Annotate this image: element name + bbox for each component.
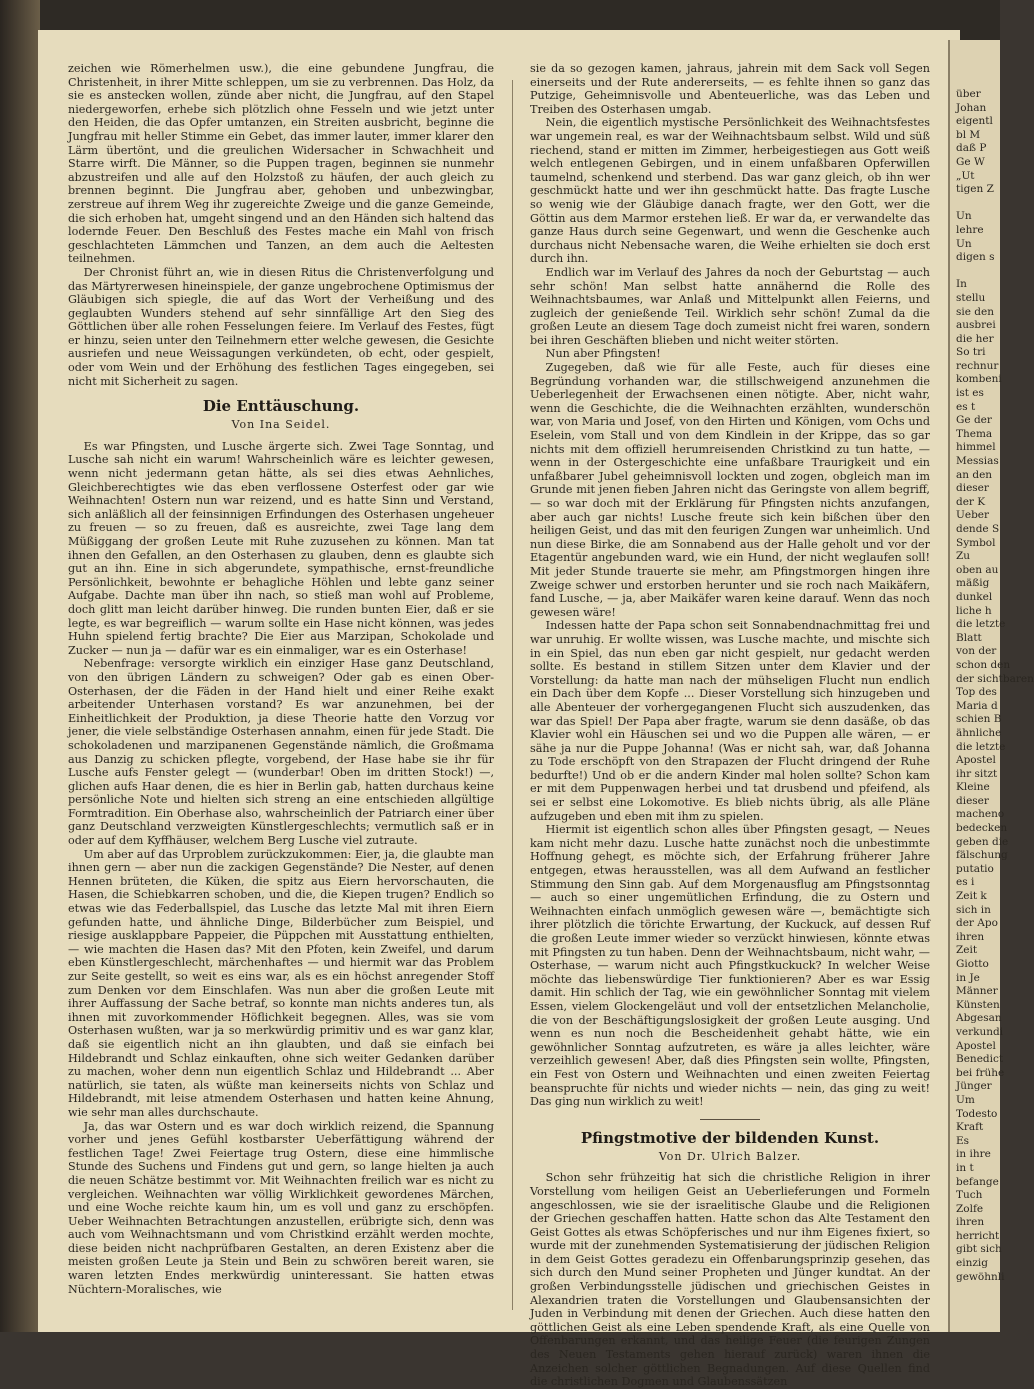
facing-page-line: geben die [956, 835, 1009, 848]
facing-page-line: ihr sitzt [956, 767, 998, 780]
facing-page-line: macheno [956, 808, 1005, 821]
facing-page-line: sich in [956, 903, 991, 916]
facing-page-line: Jünger [956, 1080, 992, 1093]
facing-page-line: himmel [956, 441, 996, 454]
facing-page-line: Ueber [956, 509, 990, 522]
facing-page-line: Tuch [956, 1189, 983, 1202]
facing-page-line: es i [956, 876, 975, 889]
facing-page-line: Zeit [956, 944, 978, 957]
facing-page-line: rechnur [956, 359, 999, 372]
facing-page-line: Un [956, 210, 972, 223]
facing-page-line: Benedict [956, 1053, 1004, 1066]
facing-page-line: befange [956, 1175, 999, 1188]
facing-page-line: Es [956, 1134, 970, 1147]
facing-page-line [950, 197, 1000, 211]
facing-page-line: gibt sich [956, 1243, 1002, 1256]
facing-page-line: putatio [956, 862, 994, 875]
article1-paragraph: Um aber auf das Urproblem zurückzukommen: Eier, ja, die glaubte man ihnen gern — aber nun die zackigen Gegenstände? Die Nester, auf denen Hennen brüteten, die Küken, die spitz aus Eiern hervorschauten, die Hasen, die Schiebkarren schoben, und die, die Kiepen trugen? Endlich so etwas wie das Federballspiel, das Lusche das letzte Mal mit ihren Eiern gefunden hatte, und ähnliche Dinge, Bilderbücher zum Beispiel, und riesige ausklappbare Pappeier, die Püppchen mit Ausstattung enthielten, — wie machten die Hasen das? Mit den Pfoten, kein Zweifel, und darum eben Künstlergeschlecht, märchenhaftes — und hiermit war das Problem zur Seite gestellt, so weit es eins war, als es ein höchst anregender Stoff zum Denken vor dem Einschlafen. Was nun aber die großen Leute mit ihrer Auffassung der Sache betraf, so konnte man nichts anderes tun, als ihnen mit zuvorkommender Höflichkeit begegnen. Alles, was sie vom Osterhasen wußten, war ja so merkwürdig primitiv und es war ganz klar, daß sie eigentlich nicht an ihn glaubten, und daß sie einfach bei Hildebrandt und Schlaz einkauften, ohne sich weiter Gedanken darüber zu machen, woher denn nun eigentlich Schlaz und Hildebrandt ... Aber natürlich, sie taten, als wüßte man keinerseits nichts von Schlaz und Hildebrandt, mit leise atmendem Osterhasen und hatten keine Ahnung, wie sehr man alles durchschaute. [68, 847, 494, 1119]
facing-page-line: Kleine [956, 781, 990, 794]
mid-paragraph: Endlich war im Verlauf des Jahres da noch der Geburtstag — auch sehr schön! Man selbst hatte annähernd die Rolle des Weihnachtsbaumes, war Anlaß und Mittelpunkt allen Feierns, und zugleich der genießende Teil. Wirklich sehr schön! Zumal da die großen Leute an diesem Tage doch zumeist nicht frei waren, sondern bei ihren Geschäften blieben und nicht weiter störten. [530, 265, 930, 347]
book-spine [0, 0, 40, 1332]
facing-page-line: bedecken [956, 822, 1008, 835]
facing-page-line: schien B [956, 713, 1002, 726]
facing-page-line: ist es [956, 387, 984, 400]
facing-page-line: „Ut [956, 169, 975, 182]
facing-page-line: Un [956, 237, 972, 250]
facing-page-line: dieser [956, 794, 989, 807]
mid-paragraph: Hiermit ist eigentlich schon alles über Pfingsten gesagt, — Neues kam nicht mehr dazu. Lusche hatte zunächst noch die unbestimmte Hoffnung gehegt, es möchte sich, der Erfahrung früherer Jahre entgegen, etwas herausstellen, was all dem Aufwand an festlicher Stimmung den Sinn gab. Auf dem Morgenausflug am Pfingstsonntag — auch so einer ungemütlichen Erfindung, die zu Ostern und Weihnachten einfach unmöglich gewesen wäre —, bemächtigte sich ihrer plötzlich die törichte Erwartung, der Kuckuck, auf dessen Ruf die großen Leute immer wieder so verzückt hinwiesen, könnte etwas mit Pfingsten zu tun haben. Denn der Weihnachtsbaum, nicht wahr, — Osterhase, — warum nicht auch Pfingstkuckuck? In welcher Weise möchte das liebenswürdige Tier funktionieren? Aber es war Essig damit. Hin schlich der Tag, wie ein gewöhnlicher Sonntag mit vielem Essen, vielem Glockengeläut und voll der entsetzlichen Melancholie, die von der Beschäftigungslosigkeit der großen Leute ausging. Und wenn es nun noch die Bescheidenheit gehabt hätte, wie ein gewöhnlicher Sonntag aufzutreten, es wäre ja alles leichter, wäre verzeihlich gewesen! Aber, daß dies Pfingsten sein wollte, Pfingsten, ein Fest von Ostern und Weihnachten und einen zweiten Feiertag beanspruchte für nichts und wieder nichts — nein, das ging zu weit! Das ging nun wirklich zu weit! [530, 823, 930, 1109]
facing-page-line: stellu [956, 291, 986, 304]
article1-paragraph: Ja, das war Ostern und es war doch wirklich reizend, die Spannung vorher und jenes Gefühl kostbarster Ueberfättigung während der festlichen Tage! Zwei Feiertage trug Ostern, diese eine himmlische Stunde des Suchens und Findens gut und gern, so lange hielten ja auch die neuen Schätze bestimmt vor. Mit Weihnachten freilich war es nicht zu vergleichen. Weihnachten war völlig Wirklichkeit gewordenes Märchen, und eine Woche reichte kaum hin, um es voll und ganz zu erschöpfen. Ueber Weihnachten Betrachtungen anzustellen, erübrigte sich, denn was auch vom Weihnachtsmann und vom Christkind erzählt werden mochte, diese beiden nicht nachprüfbaren Gestalten, an deren Existenz aber die meisten großen Leute ja Stein und Bein zu schwören bereit waren, sie waren letzten Endes merkwürdig uninteressant. Sie hatten etwas Nüchtern-Moralisches, wie [68, 1119, 494, 1296]
facing-page-text [950, 88, 1034, 1284]
facing-page-line: kombeni [956, 373, 1002, 386]
mid-paragraph: Zugegeben, daß wie für alle Feste, auch für dieses eine Begründung vorhanden war, die stillschweigend anzunehmen die Ueberlegenheit der Erwachsenen einen nötigte. Aber, nicht wahr, wenn die Geschichte, die die Weihnachten erzählten, wunderschön war, von Maria und Josef, von den Hirten und Königen, vom Ochs und Eselein, vom Stall und von dem Kindlein in der Krippe, das so gar nichts mit dem offiziell herumreisenden Christkind zu tun hatte, — wenn in der Ostergeschichte eine unfaßbare Traurigkeit und ein unfaßbarer Jubel geheimnisvoll lockten und zogen, obgleich man im Grunde mit jenen fieben Jahren nicht das Geringste von allem begriff, — so war doch mit der Erklärung für Pfingsten nichts anzufangen, aber auch gar nichts! Lusche freute sich kein bißchen über den heiligen Geist, und das mit den feurigen Zungen war unheimlich. Und nun diese Birke, die am Sonnabend aus der Halle geholt und vor der Etagentür angebunden ward, wie ein Hund, der nicht weglaufen soll! Mit jeder Stunde trauerte sie mehr, am Pfingstmorgen hingen ihre Zweige schwer und erstorben herunter und sie roch nach Maikäfern, fand Lusche, — ja, aber Maikäfer waren keine darauf. Wenn das noch gewesen wäre! [530, 361, 930, 619]
facing-page-line: es t [956, 400, 976, 413]
facing-page-line: herricht [956, 1229, 1000, 1242]
facing-page-line: Apostel [956, 1039, 996, 1052]
facing-page-line: in Je [956, 971, 980, 984]
facing-page-line: Maria d [956, 699, 998, 712]
facing-page-line: daß P [956, 142, 987, 155]
facing-page-line: verkundi [956, 1025, 1004, 1038]
facing-page-line: Symbol [956, 536, 996, 549]
article-byline-seidel: Von Ina Seidel. [231, 418, 331, 432]
facing-page-line: In [956, 278, 967, 291]
facing-page-line: ähnliche [956, 726, 1002, 739]
mid-paragraph: sie da so gezogen kamen, jahraus, jahrein mit dem Sack voll Segen einerseits und der Rute andererseits, — es fehlte ihnen so ganz das Putzige, Geheimnisvolle und Abenteuerliche, was das Leben und Treiben des Osterhasen umgab. [530, 62, 930, 116]
intro-paragraph-2: Der Chronist führt an, wie in diesen Ritus die Christenverfolgung und das Märtyrerwesen hineinspiele, der ganze ungebrochene Optimismus der Gläubigen sich spiegle, die auf das Wort der Verheißung und des geglaubten Wunders stehend auf sehr sinnfällige Art den Sieg des Göttlichen über alle rohen Fesselungen feiere. Im Verlauf des Festes, fügt er hinzu, seien unter den Teilnehmern etter welche gewesen, die Gesichte ausriefen und neue Weissagungen verkündeten, ob echt, oder gespielt, oder vom Wein und der Erhöhung des festlichen Tages eingegeben, sei nicht mit Sicherheit zu sagen. [68, 265, 494, 388]
facing-page-line: die letzte [956, 618, 1006, 631]
facing-page-line: fälschung [956, 849, 1008, 862]
facing-page-line: Thema [956, 427, 993, 440]
facing-page-line: in ihre [956, 1148, 991, 1161]
article1-paragraph: Nebenfrage: versorgte wirklich ein einziger Hase ganz Deutschland, von den übrigen Ländern zu schweigen? Oder gab es einen Ober-Osterhasen, der die Fäden in der Hand hielt und einer Reihe exakt arbeitender Unterhasen vorstand? Es war anzunehmen, bei der Einheitlichkeit der Produktion, ja diese Theorie hatte den Vorzug vor jener, die viele selbständige Osterhasen annahm, einen für jede Stadt. Die schokoladenen und marzipanenen Gegenstände nämlich, die Großmama aus Danzig zu schicken pflegte, vorgebend, der Hase habe sie ihr für Lusche aufs Fenster gelegt — (wunderbar! Oben im dritten Stock!) —, glichen aufs Haar denen, die es hier in Berlin gab, hatten durchaus keine persönliche Note und hielten sich streng an eine entschieden allgültige Formtradition. Ein Oberhase also, wahrscheinlich der Patriarch einer über ganz Deutschland verzweigten Künstlergeschlechts; vermutlich saß er in oder auf dem Kyffhäuser, welchem Berg Lusche viel zutraute. [68, 657, 494, 848]
facing-page-line: Kraft [956, 1121, 984, 1134]
facing-page-line: Messias [956, 455, 999, 468]
facing-page-edge [948, 40, 1034, 1332]
facing-page-line: digen s [956, 251, 995, 264]
article-title-pfingstmotive: Pfingstmotive der bildenden Kunst. [580, 1128, 880, 1147]
facing-page-line: in t [956, 1161, 974, 1174]
column-divider [512, 80, 513, 1310]
facing-page-line: Blatt [956, 631, 982, 644]
facing-page-line [950, 265, 1000, 279]
facing-page-line: schon den [956, 658, 1011, 671]
facing-page-line: liche h [956, 604, 992, 617]
facing-page-line: bl M [956, 128, 981, 141]
facing-page-line: Zolfe [956, 1202, 984, 1215]
facing-page-line: über [956, 88, 981, 100]
facing-page-line: von der [956, 645, 997, 658]
facing-page-line: Um [956, 1093, 975, 1106]
facing-page-line: lehre [956, 223, 984, 236]
facing-page-line: mäßig [956, 577, 990, 590]
facing-page-line: dende S [956, 523, 1000, 535]
facing-page-line: einzig [956, 1257, 988, 1270]
facing-page-line: eigentl [956, 115, 993, 128]
facing-page-line: Top des [956, 686, 997, 699]
facing-page-line: Zu [956, 550, 971, 563]
article-byline-balzer: Von Dr. Ulrich Balzer. [658, 1149, 802, 1163]
facing-page-line: der Apo [956, 917, 998, 930]
facing-page-line: So tri [956, 346, 986, 359]
facing-page-line: die her [956, 332, 994, 345]
facing-page-line: dieser [956, 482, 989, 495]
facing-page-line: gewöhnli [956, 1270, 1005, 1283]
facing-page-line: Giotto [956, 958, 989, 970]
facing-page-line: an den [956, 468, 993, 481]
article-separator [700, 1119, 760, 1120]
mid-paragraph: Nein, die eigentlich mystische Persönlichkeit des Weihnachtsfestes war ungemein real, es war der Weihnachtsbaum selbst. Wild und süß riechend, stand er mitten im Zimmer, herbeigestiegen aus Gott weiß welch entlegenen Gebirgen, und in einem unfaßbaren Opferwillen taumelnd, schenkend und sterbend. Das war ganz gleich, ob ihn wer geschmückt hatte und wer ihn geschmückt hatte. Das fragte Lusche so wenig wie der Gläubige danach fragte, wer den Gott, wer die Göttin aus dem Marmor erstehen ließ. Er war da, er verwandelte das ganze Haus durch seine Gegenwart, und wenn die Geschenke auch durchaus nicht Nebensache waren, die Weihe erhielten sie doch erst durch ihn. [530, 116, 930, 266]
facing-page-line: Abgesan [956, 1012, 1002, 1025]
left-column [68, 62, 494, 1312]
facing-page-line: Todesto [956, 1107, 998, 1120]
facing-page-line: tigen Z [956, 183, 994, 196]
facing-page-line: Männer [956, 985, 998, 998]
mid-paragraph: Indessen hatte der Papa schon seit Sonnabendnachmittag frei und war unruhig. Er wollte wissen, was Lusche machte, und mischte sich in ein Spiel, das nun eben gar nicht gespielt, nur gedacht werden sollte. Es bestand in stillem Sitzen unter dem Klavier und der Vorstellung: da hatte man nach der mühseligen Flucht nun endlich ein Dach über dem Kopfe ... Dieser Vorstellung sich hinzugeben und alle Abenteuer der vorhergegangenen Flucht sich auszudenken, das war das Spiel! Der Papa aber fragte, warum sie denn dasäße, ob das Klavier wohl ein Häuschen sei und wo die Puppen alle wären, — er sähe ja nur die Puppe Johanna! (Was er nicht sah, war, daß Johanna zu Tode erschöpft von den Strapazen der Flucht dringend der Ruhe bedurfte!) Und ob er die andern Kinder mal holen sollte? Schon kam er mit dem Puppenwagen herbei und tat drusbend und pfeifend, als sei er selbst eine Lokomotive. Es blieb nichts übrig, als alle Pläne aufzugeben und eben mit ihm zu spielen. [530, 619, 930, 823]
facing-page-line: Johan [956, 101, 987, 114]
facing-page-line: dunkel [956, 590, 993, 603]
facing-page-line: Ge W [956, 155, 985, 168]
middle-column [530, 62, 930, 1389]
mid-paragraph: Nun aber Pfingsten! [545, 347, 661, 361]
intro-paragraph-1: zeichen wie Römerhelmen usw.), die eine gebundene Jungfrau, die Christenheit, in ihrer Mitte schleppen, um sie zu verbrennen. Das Holz, da sie es anstecken wollen, zünde aber nicht, die Jungfrau, auf den Stapel niedergeworfen, erhebe sich plötzlich ohne Fesseln und wie jetzt unter den Heiden, die das Opfer umtanzen, ein Streiten ausbricht, beginne die Jungfrau mit heller Stimme ein Gebet, das immer lauter, immer klarer den Lärm übertönt, und die greulichen Widersacher in Schwachheit und Starre wirft. Die Männer, so die Puppen tragen, beginnen sie nunmehr abzustreifen und alle auf den Holzstoß zu häufen, der auch gleich zu brennen beginnt. Die Jungfrau aber, gehoben und unbezwingbar, zerstreue auf ihrem Weg ihr zugereichte Zweige und die ganze Gemeinde, die sich erhoben hat, umgeht singend und an den Händen sich haltend das lodernde Feuer. Den Beschluß des Festes mache ein Mahl von frisch geschlachteten Lämmchen und Tanzen, an dem auch die Aeltesten teilnehmen. [68, 62, 494, 266]
article1-paragraph: Es war Pfingsten, und Lusche ärgerte sich. Zwei Tage Sonntag, und Lusche sah nicht ein warum! Wahrscheinlich wäre es leichter gewesen, wenn nicht jedermann getan hätte, als sei dies etwas Aehnliches, Gleichberechtigtes wie das eben verflossene Osterfest oder gar wie Weihnachten! Ostern nun war reizend, und es hatte Sinn und Verstand, sich anläßlich all der feinsinnigen Erfindungen des Osterhasen ungeheuer zu freuen — so zu freuen, daß es ausreichte, zwei Tage lang dem Müßiggang der großen Leute mit Ruhe zuzusehen zu können. Man tat ihnen den Gefallen, an den Osterhasen zu glauben, denn es glaubte sich gut an ihn. Eine in sich abgerundete, sympathische, ernst-freundliche Persönlichkeit, bewohnte er behagliche Höhlen und lebte ganz seiner Aufgabe. Dachte man über ihn nach, so stieß man wohl auf Probleme, doch glitt man leicht darüber hinweg. Die runden bunten Eier, daß er sie legte, es war begreiflich — warum sollte ein Hase nicht können, was jedes Huhn spielend fertig brachte? Die Eier aus Marzipan, Schokolade und Zucker — nun ja — dafür war es ein einmaliger, war es ein Osterhase! [68, 439, 494, 657]
article2-paragraph: Schon sehr frühzeitig hat sich die christliche Religion in ihrer Vorstellung vom heiligen Geist an Ueberlieferungen und Formeln angeschlossen, wie sie der israelitische Glaube und die Religionen der Griechen geschaffen hatten. Hatte schon das Alte Testament den Geist Gottes als etwas Schöpferisches und nur ihm Eigenes fixiert, so wurde mit der zunehmenden Systematisierung der jüdischen Religion in dem Geist Gottes geradezu ein Offenbarungsprinzip gesehen, das sich durch den Mund seiner Propheten und Jünger kundtat. An der großen Verbindungsstelle jüdischen und griechischen Geistes in Alexandrien traten die Vorstellungen und Glaubensansichten der Juden in Verbindung mit denen der Griechen. Auch diese hatten den göttlichen Geist als eine Leben spendende Kraft, als eine Quelle von Offenbarungen erkannt, und das heilige Feuer (die feurigen Zungen des Neuen Testaments gehen hierauf zurück) waren ihnen die Anzeichen solcher göttlichen Begnadungen. Auf diese Quellen find die christlichen Dogmen und Glaubenssätzen [530, 1171, 930, 1389]
facing-page-line: oben au [956, 563, 999, 576]
facing-page-line: der K [956, 495, 986, 508]
facing-page-line: Zeit k [956, 890, 987, 903]
facing-page-line: ihren [956, 930, 985, 943]
facing-page-line: Apostel [956, 754, 996, 767]
facing-page-line: ihren [956, 1216, 985, 1229]
facing-page-line: ausbrei [956, 319, 996, 332]
facing-page-line: die letzte [956, 740, 1006, 753]
facing-page-line: Ge der [956, 414, 992, 427]
facing-page-line: sie den [956, 305, 994, 318]
facing-page-line: der sichtbaren [956, 672, 1034, 685]
article-title-enttaeuschung: Die Enttäuschung. [202, 397, 360, 416]
facing-page-line: Künsten [956, 998, 1000, 1011]
facing-page-line: bei frühe [956, 1066, 1005, 1079]
